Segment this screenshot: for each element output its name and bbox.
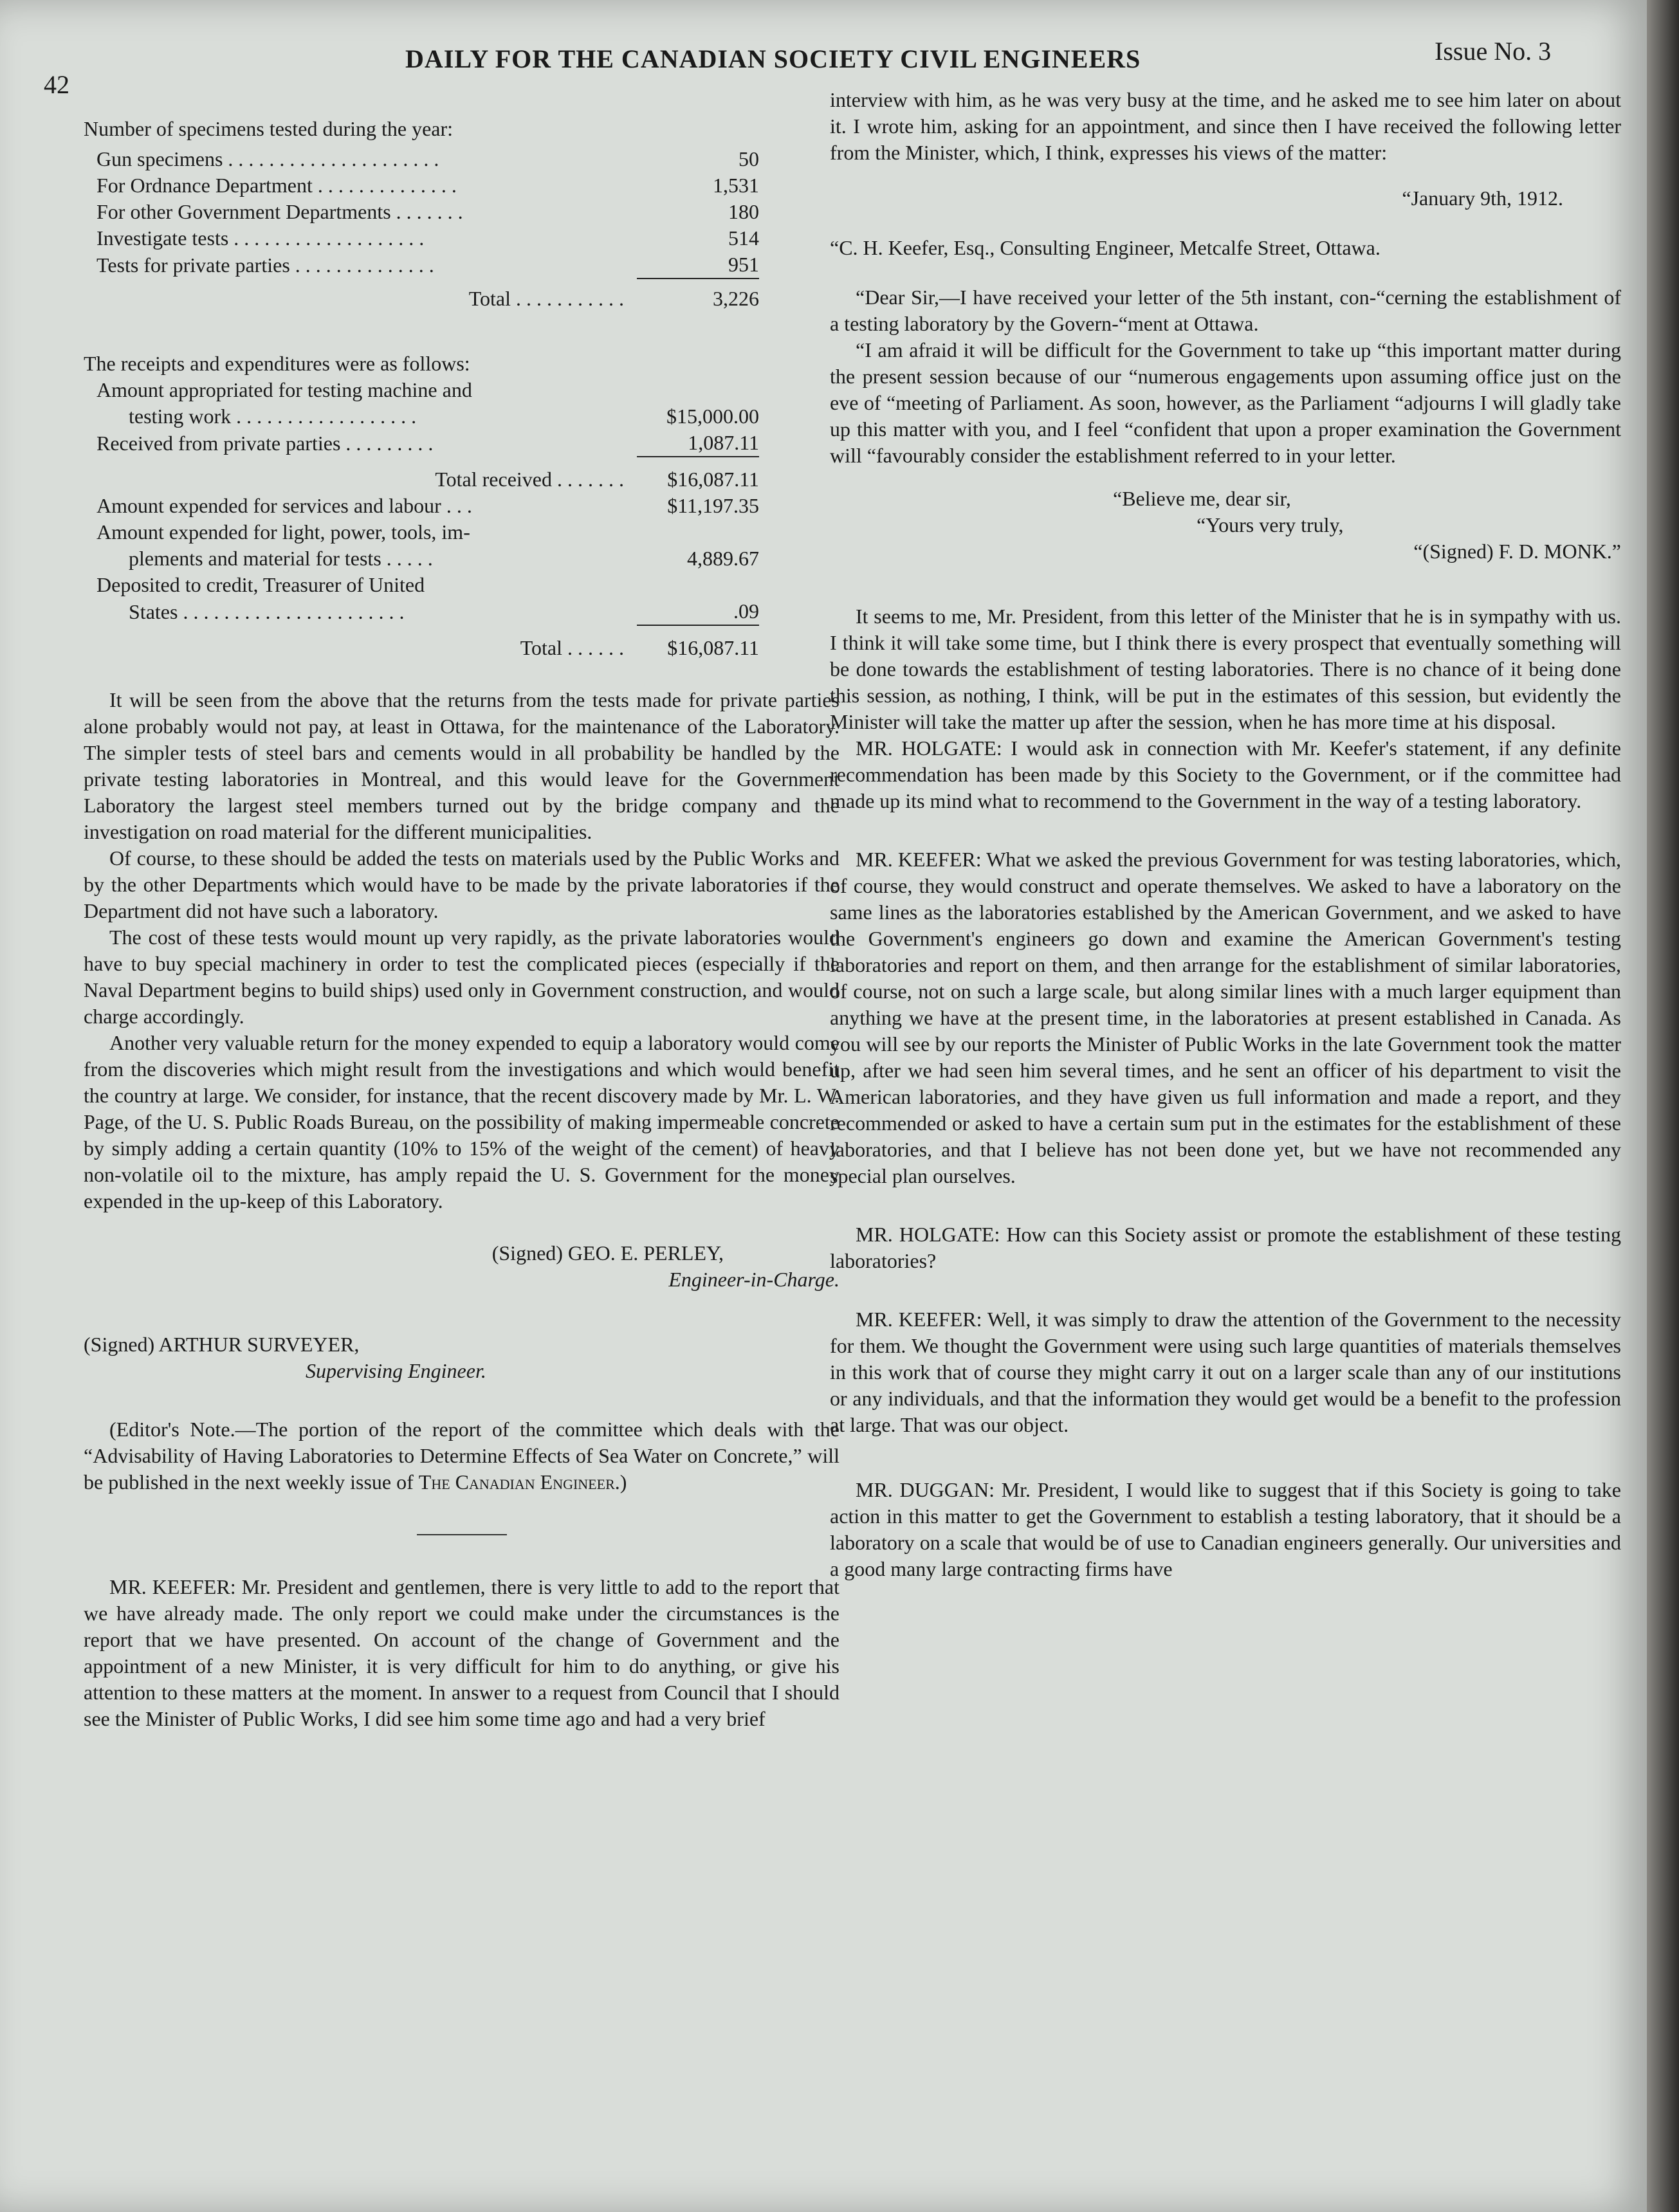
total-label: Total . . . . . . . . . . . <box>468 287 624 310</box>
table-cell: Investigate tests . . . . . . . . . . . . . . . . . . . <box>96 226 425 250</box>
letter-closing: “Believe me, dear sir, <box>1113 487 1291 510</box>
page-edge <box>1647 0 1679 2212</box>
table-row <box>84 598 759 625</box>
table-row <box>84 199 759 225</box>
table-cell: $11,197.35 <box>667 494 759 517</box>
letter-address: “C. H. Keefer, Esq., Consulting Engineer, Metcalfe Street, Ottawa. <box>830 236 1381 259</box>
total-received-label: Total received . . . . . . . <box>435 468 624 491</box>
paragraph: Of course, to these should be added the tests on materials used by the Public Works and by the other Departments which would have to be made by the private laboratories if the Department did not have such a laboratory. <box>84 846 840 922</box>
total-label: Total . . . . . . <box>520 636 624 659</box>
table-row <box>84 146 759 172</box>
total-value: $16,087.11 <box>637 625 759 661</box>
table-cell: Received from private parties . . . . . . . . . <box>96 432 434 455</box>
paragraph: It seems to me, Mr. President, from this letter of the Minister that he is in sympathy with us. I think it will take some time, but I think there is every prospect that eventually something will be done towards the establishment of testing laboratories. There is no chance of it being done this session, as nothing, I think, will be put in the estimates of this session, but evidently the Minister will take the matter up after the session, when he has more time at his disposal. <box>830 605 1621 733</box>
paragraph: The cost of these tests would mount up very rapidly, as the private laboratories would have to buy special machinery in order to test the complicated pieces (especially if the Naval Department begins to build ships) used only in Government construction, and would charge accordingly. <box>84 926 840 1028</box>
table-row <box>84 225 759 251</box>
letter-closing: “Yours very truly, <box>1197 513 1344 536</box>
editor-note-end: ) <box>619 1470 627 1494</box>
table-cell: 514 <box>728 226 759 250</box>
table-cell: Amount expended for services and labour . . . <box>96 494 472 517</box>
paragraph: Another very valuable return for the money expended to equip a laboratory would come from the discoveries which might result from the investigations and which would benefit the country at large. We consider, for instance, that the recent discovery made by Mr. L. W. Page, of the U. S. Public Roads Bureau, on the possibility of making impermeable concrete by simply adding a certain quantity (10% to 15% of the weight of the cement) of heavy non-volatile oil to the mixture, has amply repaid the U. S. Government for the money expended in the up-keep of this Laboratory. <box>84 1031 840 1212</box>
table-cell: testing work . . . . . . . . . . . . . . . . . . <box>129 405 417 428</box>
table-cell: .09 <box>733 599 759 623</box>
letter-paragraph: “Dear Sir,—I have received your letter of the 5th instant, con-“cerning the establishment of a testing laboratory by the Govern-“ment at Ottawa. <box>830 286 1621 335</box>
table-row <box>84 545 759 572</box>
table-row <box>84 430 759 457</box>
table-row <box>84 377 759 403</box>
table-row <box>84 493 759 519</box>
keefer-speech: MR. KEEFER: Mr. President and gentlemen, there is very little to add to the report that we have already made. The only report we could make under the circumstances is the report that we have presented. On account of the change of Government and the appointment of a new Minister, it is very difficult for him to do anything, or give his attention to these matters at the moment. In answer to a request from Council that I should see the Minister of Public Works, I did see him some time ago and had a very brief <box>84 1575 840 1730</box>
keefer-speech: MR. KEEFER: What we asked the previous Government for was testing laboratories, which, of course, they would construct and operate themselves. We asked to have a laboratory on the same lines as the laboratories established by the American Government, and we asked to have the Government's engineers go down and examine the American Government's testing laboratories and report on them, and then arrange for the establishment of similar laboratories, of course, not on such a large scale, but along similar lines with a much larger equipment than anything we have at the present time, in the laboratories at present established in Canada. As you will see by our reports the Minister of Public Works in the late Government took the matter up, after we had seen him several times, and he sent an officer of his department to visit the American laboratories, and they have given us full information and made a report, and they recommended or asked to have a certain sum put in the estimates for the establishment of these laboratories, and that I believe has not been done yet, but we have not recommended any special plan ourselves. <box>830 848 1621 1187</box>
page-title: DAILY FOR THE CANADIAN SOCIETY CIVIL ENGINEERS <box>405 44 1141 73</box>
table-cell: 1,087.11 <box>688 431 759 454</box>
table-cell: Tests for private parties . . . . . . . . . . . . . . <box>96 253 434 277</box>
letter-signature: “(Signed) F. D. MONK.” <box>1413 540 1621 563</box>
table-cell: Gun specimens . . . . . . . . . . . . . . . . . . . . . <box>96 147 439 170</box>
table-cell: For other Government Departments . . . . . . . <box>96 200 463 223</box>
signature-surveyer: (Signed) ARTHUR SURVEYER, <box>84 1333 360 1356</box>
editor-note-text: (Editor's Note.—The portion of the report of the committee which deals with the “Advisability of Having Laboratories to Determine Effects of Sea Water on Concrete,” will be published in the next weekly issue of <box>84 1418 840 1494</box>
table-row <box>84 172 759 199</box>
duggan-speech: MR. DUGGAN: Mr. President, I would like to suggest that if this Society is going to take action in this matter to get the Government to establish a testing laboratory, that it should be a laboratory on a scale that would be of use to Canadian engineers generally. Our universities and a good many large contracting firms have <box>830 1478 1621 1580</box>
specimens-table <box>84 146 759 312</box>
holgate-speech: MR. HOLGATE: I would ask in connection with Mr. Keefer's statement, if any definite recommendation has been made by this Society to the Government, or if the committee had made up its mind what to recommend to the Government in the way of a testing laboratory. <box>830 736 1621 812</box>
paragraph: It will be seen from the above that the returns from the tests made for private parties alone probably would not pay, at least in Ottawa, for the maintenance of the Laboratory. The simpler tests of steel bars and cements would in all probability be handled by the private testing laboratories in Montreal, and this would leave for the Government Laboratory the largest steel members turned out by the bridge company and the investigation on road material for the different municipalities. <box>84 688 840 843</box>
table-cell: For Ordnance Department . . . . . . . . . . . . . . <box>96 174 457 197</box>
journal-name: The Canadian Engineer. <box>418 1470 620 1494</box>
table-cell: 1,531 <box>713 174 759 197</box>
signature-surveyer-title: Supervising Engineer. <box>306 1359 486 1382</box>
right-column <box>830 87 1621 1582</box>
left-column <box>84 116 840 1732</box>
table-row <box>84 457 759 493</box>
editor-note <box>84 1416 840 1495</box>
signature-perley-title: Engineer-in-Charge. <box>668 1268 840 1291</box>
issue-number: Issue No. 3 <box>1435 37 1552 66</box>
table-row <box>84 625 759 661</box>
paragraph: interview with him, as he was very busy at the time, and he asked me to see him later on about it. I wrote him, asking for an appointment, and since then I have received the following letter from the Minister, which, I think, expresses his views of the matter: <box>830 88 1621 164</box>
total-received-value: $16,087.11 <box>637 457 759 493</box>
table-row <box>84 519 759 545</box>
table-cell: 4,889.67 <box>687 547 759 570</box>
receipts-heading: The receipts and expenditures were as follows: <box>84 352 470 375</box>
table-cell: Deposited to credit, Treasurer of United <box>96 573 425 596</box>
specimens-heading: Number of specimens tested during the year: <box>84 117 454 140</box>
letter-date: “January 9th, 1912. <box>1402 187 1563 210</box>
table-cell: 180 <box>728 200 759 223</box>
table-cell: Amount appropriated for testing machine and <box>96 378 472 401</box>
receipts-table <box>84 377 759 661</box>
keefer-speech: MR. KEEFER: Well, it was simply to draw the attention of the Government to the necessity for them. We thought the Government were using such large quantities of materials themselves in this work that of course they might carry it out on a larger scale than any of our institutions or any individuals, and that the information they would get would be a benefit to the profession at large. That was our object. <box>830 1308 1621 1436</box>
page-number: 42 <box>44 70 69 99</box>
table-cell: plements and material for tests . . . . . <box>129 547 433 570</box>
signature-perley: (Signed) GEO. E. PERLEY, <box>491 1241 724 1265</box>
table-row <box>84 403 759 430</box>
table-cell: 951 <box>728 253 759 276</box>
table-cell: $15,000.00 <box>666 405 759 428</box>
table-cell: States . . . . . . . . . . . . . . . . . . . . . . <box>129 600 405 623</box>
letter-paragraph: “I am afraid it will be difficult for the Government to take up “this important matter during the present session because of our “numerous engagements upon assuming office just on the eve of “meeting of Parliament. As soon, however, as the Parliament “adjourns I will gladly take up this matter with you, and I feel “confident that upon a proper examination the Government will “favourably consider the establishment referred to in your letter. <box>830 338 1621 467</box>
table-cell: Amount expended for light, power, tools, im- <box>96 520 470 544</box>
divider <box>417 1534 507 1535</box>
total-value: 3,226 <box>637 279 759 312</box>
table-row <box>84 279 759 312</box>
table-row <box>84 251 759 279</box>
table-cell: 50 <box>739 147 759 170</box>
holgate-speech: MR. HOLGATE: How can this Society assist or promote the establishment of these testing laboratories? <box>830 1223 1621 1272</box>
table-row <box>84 572 759 598</box>
